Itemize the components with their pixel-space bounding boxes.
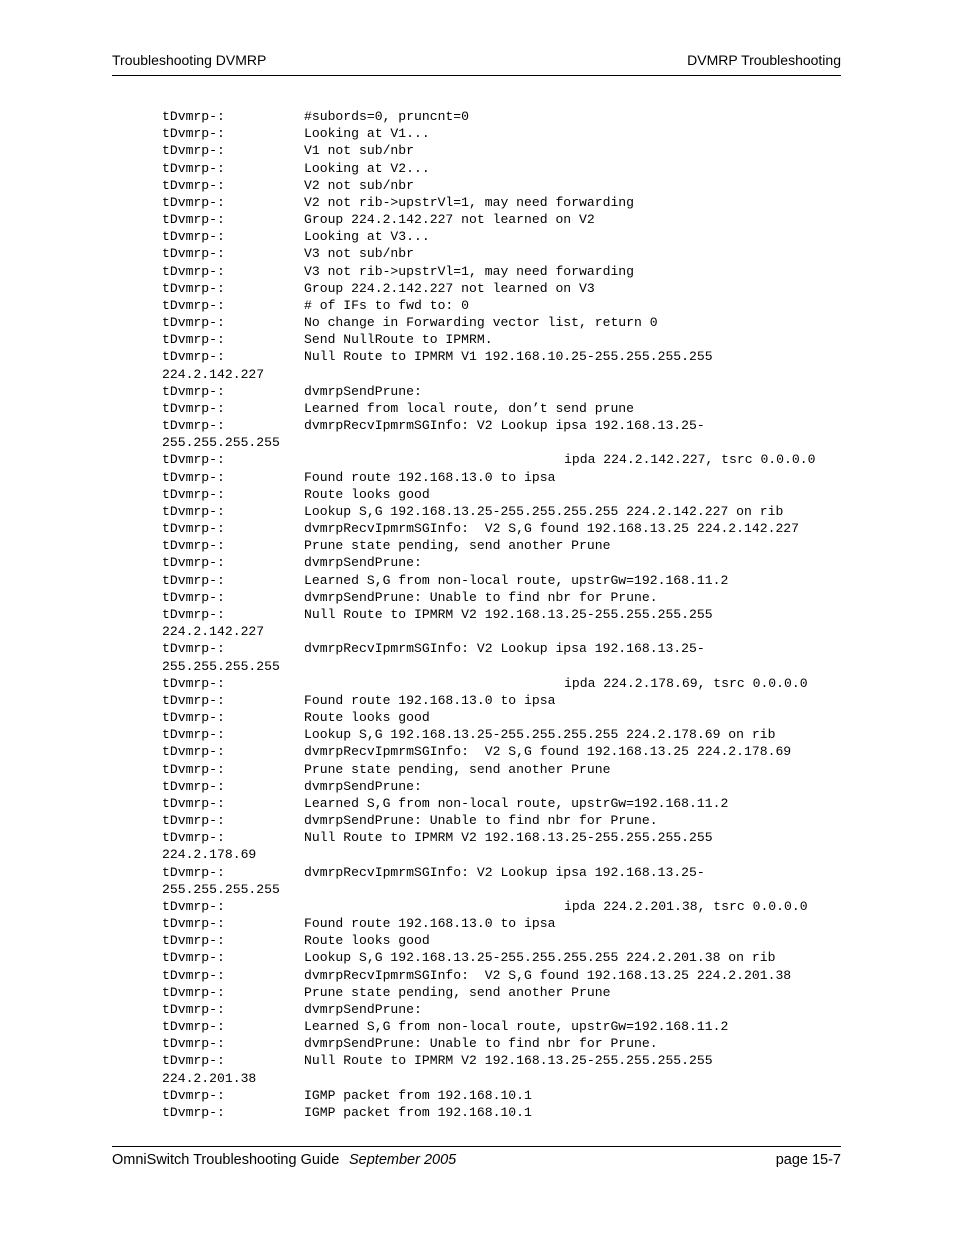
log-line xyxy=(162,984,852,1001)
log-line xyxy=(162,486,852,503)
log-line xyxy=(162,348,852,365)
log-source: tDvmrp-: xyxy=(162,263,225,279)
log-source: tDvmrp-: xyxy=(162,950,225,966)
log-line xyxy=(162,142,852,159)
log-source: tDvmrp-: xyxy=(162,984,225,1000)
log-source: tDvmrp-: xyxy=(162,916,225,932)
log-message: ipda 224.2.142.227, tsrc 0.0.0.0 xyxy=(564,452,816,468)
log-source: tDvmrp-: xyxy=(162,194,225,210)
log-source: tDvmrp-: xyxy=(162,967,225,983)
log-message: Null Route to IPMRM V2 192.168.13.25-255.255.255.255 xyxy=(304,1053,713,1069)
log-line xyxy=(162,1001,852,1018)
log-source: tDvmrp-: xyxy=(162,452,225,468)
log-message: IGMP packet from 192.168.10.1 xyxy=(304,1104,532,1120)
log-message: Found route 192.168.13.0 to ipsa xyxy=(304,916,556,932)
log-source: 224.2.201.38 xyxy=(162,1070,257,1086)
log-message: dvmrpSendPrune: Unable to find nbr for Prune. xyxy=(304,589,658,605)
log-line xyxy=(162,434,852,451)
header-rule xyxy=(112,75,841,76)
log-message: dvmrpRecvIpmrmSGInfo: V2 S,G found 192.168.13.25 224.2.178.69 xyxy=(304,744,792,760)
log-message: dvmrpRecvIpmrmSGInfo: V2 Lookup ipsa 192.168.13.25- xyxy=(304,864,705,880)
log-message: Looking at V2... xyxy=(304,160,430,176)
log-message: dvmrpSendPrune: xyxy=(304,383,422,399)
log-line xyxy=(162,743,852,760)
log-line xyxy=(162,967,852,984)
log-line xyxy=(162,658,852,675)
log-source: tDvmrp-: xyxy=(162,606,225,622)
log-message: No change in Forwarding vector list, return 0 xyxy=(304,315,658,331)
log-source: tDvmrp-: xyxy=(162,761,225,777)
log-message: Lookup S,G 192.168.13.25-255.255.255.255 224.2.178.69 on rib xyxy=(304,727,776,743)
log-source: tDvmrp-: xyxy=(162,143,225,159)
log-message: Route looks good xyxy=(304,710,430,726)
log-source: tDvmrp-: xyxy=(162,898,225,914)
log-source: tDvmrp-: xyxy=(162,109,225,124)
log-line xyxy=(162,263,852,280)
log-line xyxy=(162,932,852,949)
running-header-left: Troubleshooting DVMRP xyxy=(112,52,267,68)
log-message: Learned S,G from non-local route, upstrGw=192.168.11.2 xyxy=(304,1019,729,1035)
log-source: tDvmrp-: xyxy=(162,555,225,571)
log-source: 255.255.255.255 xyxy=(162,658,280,674)
log-source: tDvmrp-: xyxy=(162,418,225,434)
log-message: V2 not sub/nbr xyxy=(304,177,415,193)
log-line xyxy=(162,606,852,623)
log-source: tDvmrp-: xyxy=(162,572,225,588)
log-source: tDvmrp-: xyxy=(162,813,225,829)
log-line xyxy=(162,366,852,383)
log-line xyxy=(162,864,852,881)
log-message: Route looks good xyxy=(304,933,430,949)
log-line xyxy=(162,675,852,692)
log-message: dvmrpSendPrune: xyxy=(304,555,422,571)
log-line xyxy=(162,898,852,915)
log-message: Learned from local route, don’t send prune xyxy=(304,400,635,416)
log-source: 255.255.255.255 xyxy=(162,435,280,451)
log-line xyxy=(162,1018,852,1035)
log-line xyxy=(162,881,852,898)
log-message: Prune state pending, send another Prune xyxy=(304,538,611,554)
log-line xyxy=(162,1070,852,1087)
log-line xyxy=(162,572,852,589)
log-source: tDvmrp-: xyxy=(162,692,225,708)
log-message: # of IFs to fwd to: 0 xyxy=(304,297,470,313)
log-line xyxy=(162,589,852,606)
log-message: dvmrpRecvIpmrmSGInfo: V2 S,G found 192.168.13.25 224.2.201.38 xyxy=(304,967,792,983)
log-source: tDvmrp-: xyxy=(162,503,225,519)
log-message: Null Route to IPMRM V2 192.168.13.25-255.255.255.255 xyxy=(304,606,713,622)
log-line xyxy=(162,623,852,640)
log-source: 255.255.255.255 xyxy=(162,881,280,897)
log-source: tDvmrp-: xyxy=(162,400,225,416)
log-line xyxy=(162,1052,852,1069)
log-source: tDvmrp-: xyxy=(162,1036,225,1052)
debug-log-listing xyxy=(162,108,852,1121)
log-line xyxy=(162,160,852,177)
log-message: V1 not sub/nbr xyxy=(304,143,415,159)
log-message: Learned S,G from non-local route, upstrGw=192.168.11.2 xyxy=(304,795,729,811)
log-line xyxy=(162,331,852,348)
log-source: tDvmrp-: xyxy=(162,246,225,262)
log-line xyxy=(162,400,852,417)
log-source: tDvmrp-: xyxy=(162,641,225,657)
log-message: dvmrpRecvIpmrmSGInfo: V2 Lookup ipsa 192.168.13.25- xyxy=(304,641,705,657)
log-message: V3 not sub/nbr xyxy=(304,246,415,262)
log-line xyxy=(162,245,852,262)
log-source: tDvmrp-: xyxy=(162,332,225,348)
log-message: Prune state pending, send another Prune xyxy=(304,984,611,1000)
log-source: tDvmrp-: xyxy=(162,349,225,365)
log-message: Lookup S,G 192.168.13.25-255.255.255.255 224.2.201.38 on rib xyxy=(304,950,776,966)
log-line xyxy=(162,795,852,812)
log-message: V2 not rib->upstrVl=1, may need forwarding xyxy=(304,194,635,210)
log-source: tDvmrp-: xyxy=(162,1001,225,1017)
log-line xyxy=(162,469,852,486)
log-message: Null Route to IPMRM V2 192.168.13.25-255.255.255.255 xyxy=(304,830,713,846)
log-message: Group 224.2.142.227 not learned on V2 xyxy=(304,212,595,228)
log-message: ipda 224.2.201.38, tsrc 0.0.0.0 xyxy=(564,898,808,914)
log-source: tDvmrp-: xyxy=(162,933,225,949)
log-message: ipda 224.2.178.69, tsrc 0.0.0.0 xyxy=(564,675,808,691)
log-line xyxy=(162,709,852,726)
log-line xyxy=(162,297,852,314)
log-source: tDvmrp-: xyxy=(162,315,225,331)
log-message: Found route 192.168.13.0 to ipsa xyxy=(304,469,556,485)
log-line xyxy=(162,280,852,297)
log-source: tDvmrp-: xyxy=(162,229,225,245)
log-source: tDvmrp-: xyxy=(162,469,225,485)
log-line xyxy=(162,726,852,743)
log-line xyxy=(162,692,852,709)
log-message: dvmrpSendPrune: Unable to find nbr for Prune. xyxy=(304,1036,658,1052)
log-source: tDvmrp-: xyxy=(162,297,225,313)
log-message: dvmrpSendPrune: xyxy=(304,1001,422,1017)
log-source: 224.2.142.227 xyxy=(162,366,265,382)
log-line xyxy=(162,949,852,966)
log-message: Group 224.2.142.227 not learned on V3 xyxy=(304,280,595,296)
log-message: Route looks good xyxy=(304,486,430,502)
log-source: tDvmrp-: xyxy=(162,795,225,811)
log-message: Learned S,G from non-local route, upstrGw=192.168.11.2 xyxy=(304,572,729,588)
log-source: tDvmrp-: xyxy=(162,864,225,880)
log-source: tDvmrp-: xyxy=(162,1053,225,1069)
log-message: #subords=0, pruncnt=0 xyxy=(304,109,470,124)
log-source: tDvmrp-: xyxy=(162,538,225,554)
log-source: tDvmrp-: xyxy=(162,1087,225,1103)
log-message: dvmrpSendPrune: Unable to find nbr for Prune. xyxy=(304,813,658,829)
log-line xyxy=(162,211,852,228)
log-line xyxy=(162,125,852,142)
log-line xyxy=(162,451,852,468)
log-line xyxy=(162,228,852,245)
footer-page-number: page 15-7 xyxy=(775,1152,841,1168)
footer-date: September 2005 xyxy=(349,1152,457,1168)
log-message: Null Route to IPMRM V1 192.168.10.25-255.255.255.255 xyxy=(304,349,713,365)
log-line xyxy=(162,177,852,194)
log-line xyxy=(162,383,852,400)
log-message: Lookup S,G 192.168.13.25-255.255.255.255 224.2.142.227 on rib xyxy=(304,503,784,519)
log-line xyxy=(162,829,852,846)
log-source: tDvmrp-: xyxy=(162,126,225,142)
log-line xyxy=(162,1104,852,1121)
log-source: tDvmrp-: xyxy=(162,1019,225,1035)
log-source: tDvmrp-: xyxy=(162,589,225,605)
log-line xyxy=(162,314,852,331)
log-source: tDvmrp-: xyxy=(162,710,225,726)
log-line xyxy=(162,108,852,125)
log-line xyxy=(162,417,852,434)
log-source: tDvmrp-: xyxy=(162,280,225,296)
log-source: tDvmrp-: xyxy=(162,727,225,743)
log-source: tDvmrp-: xyxy=(162,212,225,228)
footer-guide-title: OmniSwitch Troubleshooting Guide xyxy=(112,1152,340,1168)
log-source: 224.2.178.69 xyxy=(162,847,257,863)
log-message: Found route 192.168.13.0 to ipsa xyxy=(304,692,556,708)
log-line xyxy=(162,846,852,863)
log-line xyxy=(162,1035,852,1052)
log-message: Prune state pending, send another Prune xyxy=(304,761,611,777)
log-line xyxy=(162,194,852,211)
log-source: tDvmrp-: xyxy=(162,1104,225,1120)
log-message: IGMP packet from 192.168.10.1 xyxy=(304,1087,532,1103)
log-message: V3 not rib->upstrVl=1, may need forwarding xyxy=(304,263,635,279)
log-source: tDvmrp-: xyxy=(162,383,225,399)
log-line xyxy=(162,503,852,520)
log-line xyxy=(162,554,852,571)
log-line xyxy=(162,537,852,554)
log-line xyxy=(162,640,852,657)
log-source: tDvmrp-: xyxy=(162,177,225,193)
log-source: 224.2.142.227 xyxy=(162,624,265,640)
log-message: dvmrpSendPrune: xyxy=(304,778,422,794)
log-source: tDvmrp-: xyxy=(162,830,225,846)
log-message: dvmrpRecvIpmrmSGInfo: V2 Lookup ipsa 192.168.13.25- xyxy=(304,418,705,434)
log-line xyxy=(162,778,852,795)
log-message: Looking at V1... xyxy=(304,126,430,142)
log-source: tDvmrp-: xyxy=(162,675,225,691)
log-message: dvmrpRecvIpmrmSGInfo: V2 S,G found 192.168.13.25 224.2.142.227 xyxy=(304,521,800,537)
log-message: Looking at V3... xyxy=(304,229,430,245)
log-source: tDvmrp-: xyxy=(162,486,225,502)
log-message: Send NullRoute to IPMRM. xyxy=(304,332,493,348)
log-source: tDvmrp-: xyxy=(162,521,225,537)
log-line xyxy=(162,915,852,932)
log-line xyxy=(162,520,852,537)
log-line xyxy=(162,812,852,829)
log-source: tDvmrp-: xyxy=(162,160,225,176)
log-source: tDvmrp-: xyxy=(162,744,225,760)
footer-rule xyxy=(112,1146,841,1147)
log-line xyxy=(162,1087,852,1104)
log-line xyxy=(162,761,852,778)
running-header-right: DVMRP Troubleshooting xyxy=(687,52,841,68)
log-source: tDvmrp-: xyxy=(162,778,225,794)
